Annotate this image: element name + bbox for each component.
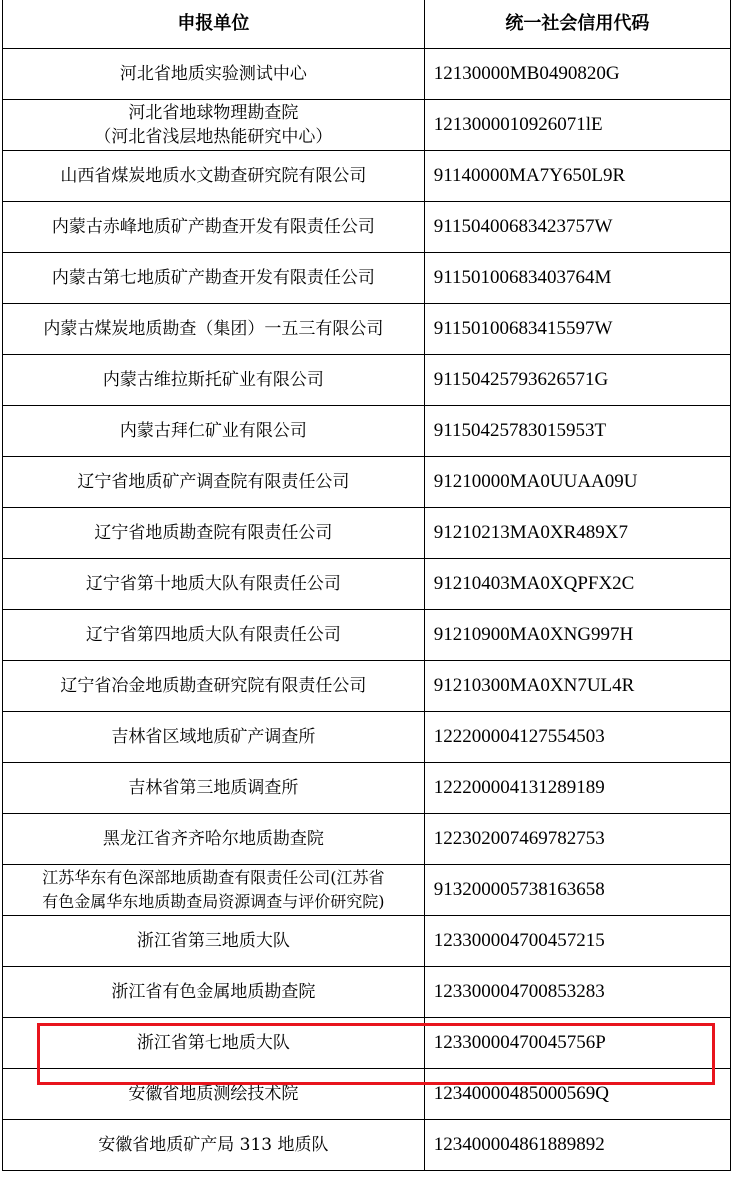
table-row — [3, 916, 731, 967]
unit-cell: 内蒙古赤峰地质矿产勘查开发有限责任公司 — [3, 202, 425, 253]
table-row — [3, 1069, 731, 1120]
unit-header: 申报单位 — [3, 0, 425, 49]
unit-line: 河北省地球物理勘查院 — [128, 103, 299, 123]
code-cell: 123400004861889892 — [424, 1120, 730, 1171]
unit-cell: 内蒙古维拉斯托矿业有限公司 — [3, 355, 425, 406]
unit-cell: 辽宁省冶金地质勘查研究院有限责任公司 — [3, 661, 425, 712]
code-cell: 91150425783015953T — [424, 406, 730, 457]
table-row — [3, 865, 731, 916]
table-row — [3, 1120, 731, 1171]
unit-cell: 山西省煤炭地质水文勘查研究院有限公司 — [3, 151, 425, 202]
code-cell: 91210300MA0XN7UL4R — [424, 661, 730, 712]
code-cell: 122302007469782753 — [424, 814, 730, 865]
unit-cell: 安徽省地质测绘技术院 — [3, 1069, 425, 1120]
unit-line: 有色金属华东地质勘查局资源调查与评价研究院) — [42, 892, 385, 911]
table-row — [3, 508, 731, 559]
table-row — [3, 661, 731, 712]
unit-cell: 辽宁省第四地质大队有限责任公司 — [3, 610, 425, 661]
unit-cell: 河北省地质实验测试中心 — [3, 49, 425, 100]
table-row — [3, 712, 731, 763]
code-cell: 1213000010926071lE — [424, 100, 730, 151]
code-cell: 122200004127554503 — [424, 712, 730, 763]
table-row — [3, 202, 731, 253]
code-cell: 91150100683403764M — [424, 253, 730, 304]
code-header: 统一社会信用代码 — [424, 0, 730, 49]
table-row — [3, 406, 731, 457]
code-cell: 122200004131289189 — [424, 763, 730, 814]
code-cell: 91150100683415597W — [424, 304, 730, 355]
code-cell: 12330000470045756P — [424, 1018, 730, 1069]
unit-cell — [3, 100, 425, 151]
table-row — [3, 304, 731, 355]
credit-code-table — [2, 0, 731, 1171]
unit-cell: 辽宁省地质矿产调查院有限责任公司 — [3, 457, 425, 508]
code-cell: 91210213MA0XR489X7 — [424, 508, 730, 559]
code-cell: 91210000MA0UUAA09U — [424, 457, 730, 508]
code-cell: 12130000MB0490820G — [424, 49, 730, 100]
unit-line: 江苏华东有色深部地质勘查有限责任公司(江苏省 — [42, 868, 385, 887]
code-cell: 123300004700853283 — [424, 967, 730, 1018]
unit-line: （河北省浅层地热能研究中心） — [94, 127, 333, 147]
header-row — [3, 0, 731, 49]
code-cell: 913200005738163658 — [424, 865, 730, 916]
code-cell: 123300004700457215 — [424, 916, 730, 967]
code-cell: 12340000485000569Q — [424, 1069, 730, 1120]
table-row — [3, 457, 731, 508]
table-row — [3, 100, 731, 151]
unit-cell: 吉林省第三地质调查所 — [3, 763, 425, 814]
unit-cell: 浙江省第三地质大队 — [3, 916, 425, 967]
table-row — [3, 967, 731, 1018]
table-row — [3, 151, 731, 202]
code-cell: 91150400683423757W — [424, 202, 730, 253]
unit-cell: 辽宁省第十地质大队有限责任公司 — [3, 559, 425, 610]
unit-cell: 浙江省第七地质大队 — [3, 1018, 425, 1069]
unit-cell: 浙江省有色金属地质勘查院 — [3, 967, 425, 1018]
code-cell: 91150425793626571G — [424, 355, 730, 406]
unit-cell: 内蒙古拜仁矿业有限公司 — [3, 406, 425, 457]
unit-cell — [3, 865, 425, 916]
unit-cell: 内蒙古第七地质矿产勘查开发有限责任公司 — [3, 253, 425, 304]
table-row — [3, 610, 731, 661]
table-row — [3, 49, 731, 100]
table-row — [3, 763, 731, 814]
unit-cell: 内蒙古煤炭地质勘查（集团）一五三有限公司 — [3, 304, 425, 355]
code-cell: 91210403MA0XQPFX2C — [424, 559, 730, 610]
unit-cell: 安徽省地质矿产局 313 地质队 — [3, 1120, 425, 1171]
table-row — [3, 253, 731, 304]
table-row — [3, 814, 731, 865]
unit-cell: 黑龙江省齐齐哈尔地质勘查院 — [3, 814, 425, 865]
unit-cell: 吉林省区域地质矿产调查所 — [3, 712, 425, 763]
code-cell: 91140000MA7Y650L9R — [424, 151, 730, 202]
table-row — [3, 559, 731, 610]
table-row-highlighted — [3, 1018, 731, 1069]
table-row — [3, 355, 731, 406]
code-cell: 91210900MA0XNG997H — [424, 610, 730, 661]
unit-cell: 辽宁省地质勘查院有限责任公司 — [3, 508, 425, 559]
